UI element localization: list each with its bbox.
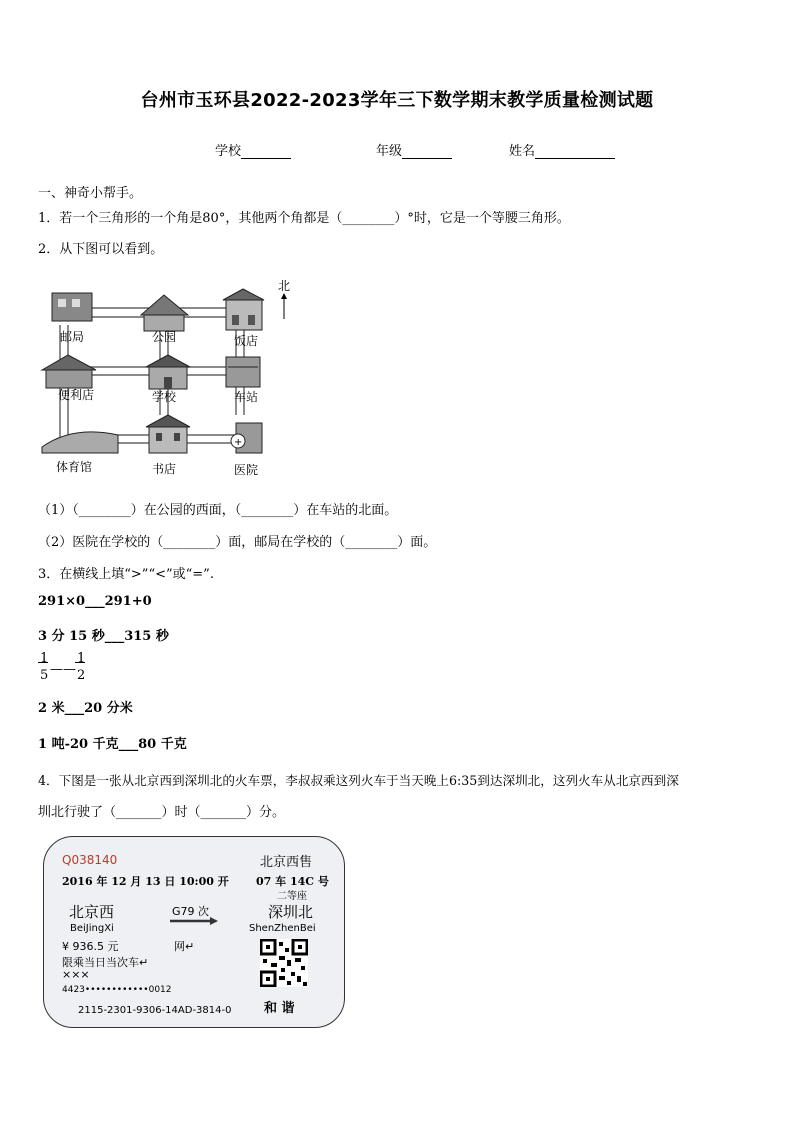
place-bookstore: 书店 bbox=[152, 462, 177, 476]
ticket-class: 二等座 bbox=[277, 891, 307, 902]
fraction-2-numerator: 1 bbox=[77, 651, 86, 666]
question-4-line-2: 圳北行驶了（_______）时（_______）分。 bbox=[38, 805, 286, 820]
grade-blank[interactable] bbox=[402, 144, 452, 159]
park-icon bbox=[141, 295, 188, 331]
ticket-price: ¥ 936.5 元 bbox=[62, 940, 119, 953]
compare-item-2: 3 分 15 秒___315 秒 bbox=[38, 629, 169, 644]
north-arrow-icon bbox=[281, 293, 287, 319]
school-blank[interactable] bbox=[241, 144, 291, 159]
question-3: 3．在横线上填“>”“<”或“=”. bbox=[38, 567, 214, 582]
question-2: 2．从下图可以看到。 bbox=[38, 242, 164, 257]
hospital-icon bbox=[231, 423, 262, 453]
name-field bbox=[509, 140, 615, 159]
question-2-2: （2）医院在学校的（________）面，邮局在学校的（________）面。 bbox=[38, 535, 437, 550]
svg-text:+: + bbox=[234, 437, 243, 448]
place-hospital: 医院 bbox=[234, 463, 259, 477]
ticket-serial: 2115-2301-9306-14AD-3814-0 bbox=[78, 1005, 232, 1016]
ticket-id: 4423••••••••••••0012 bbox=[62, 985, 172, 995]
ticket-net: 网↵ bbox=[174, 940, 195, 953]
ticket-xxx: ××× bbox=[62, 968, 90, 981]
school-icon bbox=[146, 355, 190, 389]
question-1: 1．若一个三角形的一个角是80°，其他两个角都是（________）°时，它是一个等腰三角形。 bbox=[38, 211, 570, 226]
ticket-to: 深圳北 bbox=[268, 903, 314, 921]
bookstore-icon bbox=[146, 415, 190, 453]
place-station: 车站 bbox=[234, 390, 259, 404]
direction-map bbox=[38, 275, 293, 480]
ticket-train: G79 次 bbox=[172, 905, 210, 918]
stadium-icon bbox=[42, 432, 118, 453]
ticket-harmony: 和 谐 bbox=[264, 1001, 295, 1016]
post-office-icon bbox=[52, 293, 92, 321]
fraction-1-numerator: 1 bbox=[40, 651, 49, 666]
compare-item-1: 291×0___291+0 bbox=[38, 594, 152, 609]
place-school: 学校 bbox=[152, 390, 177, 404]
station-icon bbox=[226, 357, 260, 387]
ticket-office: 北京西售 bbox=[260, 855, 313, 870]
name-blank[interactable] bbox=[535, 144, 615, 159]
question-2-1: （1）（________）在公园的西面，（________）在车站的北面。 bbox=[38, 503, 398, 518]
school-label: 学校 bbox=[215, 144, 242, 159]
page-title: 台州市玉环县2022-2023学年三下数学期末教学质量检测试题 bbox=[140, 90, 654, 111]
fraction-1-denominator: 5 bbox=[40, 668, 49, 683]
convenience-store-icon bbox=[42, 355, 96, 388]
fraction-1-bar bbox=[38, 662, 48, 663]
compare-item-3: 2 米___20 分米 bbox=[38, 701, 133, 716]
ticket-to-pinyin: ShenZhenBei bbox=[249, 923, 316, 934]
compare-item-4: 1 吨-20 千克___80 千克 bbox=[38, 737, 187, 752]
ticket-from-pinyin: BeiJingXi bbox=[70, 923, 114, 934]
ticket-note: 限乘当日当次车↵ bbox=[62, 956, 149, 969]
place-stadium: 体育馆 bbox=[56, 460, 93, 474]
place-convenience-store: 便利店 bbox=[58, 388, 95, 402]
grade-field bbox=[376, 140, 452, 159]
train-ticket bbox=[43, 836, 345, 1028]
route-arrow-icon bbox=[170, 917, 218, 925]
ticket-from: 北京西 bbox=[69, 903, 115, 921]
fraction-2-denominator: 2 bbox=[77, 668, 86, 683]
place-post-office: 邮局 bbox=[60, 330, 85, 344]
name-label: 姓名 bbox=[509, 144, 536, 159]
restaurant-icon bbox=[223, 289, 264, 330]
place-park: 公园 bbox=[152, 330, 177, 344]
qr-code-icon bbox=[260, 939, 308, 987]
north-label: 北 bbox=[278, 279, 291, 293]
compare-blank: —— bbox=[50, 662, 76, 677]
ticket-code: Q038140 bbox=[62, 853, 118, 867]
ticket-seat: 07 车 14C 号 bbox=[256, 875, 329, 888]
grade-label: 年级 bbox=[376, 144, 403, 159]
school-field bbox=[215, 140, 291, 159]
question-4-line-1: 4．下图是一张从北京西到深圳北的火车票，李叔叔乘这列火车于当天晚上6:35到达深圳北，这列火车从北京西到深 bbox=[38, 773, 679, 788]
place-restaurant: 饭店 bbox=[234, 334, 259, 348]
ticket-datetime: 2016 年 12 月 13 日 10:00 开 bbox=[62, 875, 229, 888]
fraction-2-bar bbox=[75, 662, 85, 663]
fraction-compare bbox=[38, 651, 88, 691]
section-heading: 一、神奇小帮手。 bbox=[38, 186, 143, 201]
